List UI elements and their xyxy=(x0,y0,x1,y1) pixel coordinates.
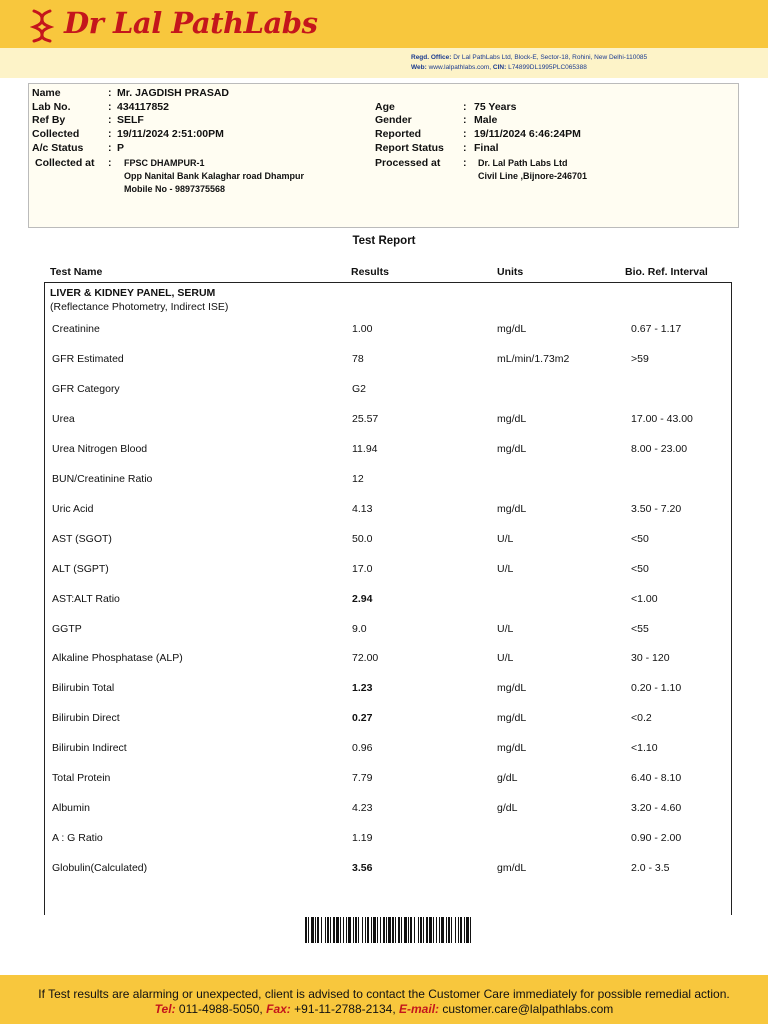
ref-interval: 30 - 120 xyxy=(631,652,670,665)
ref-interval: <50 xyxy=(631,532,649,545)
table-row xyxy=(0,323,768,339)
unit-value: mg/dL xyxy=(497,682,527,695)
refby-label: Ref By xyxy=(32,114,66,126)
result-value: 0.27 xyxy=(352,712,373,725)
header-bar xyxy=(0,0,768,48)
colon: : xyxy=(463,101,467,113)
table-row xyxy=(0,682,768,698)
result-value: 25.57 xyxy=(352,412,379,425)
test-name: GGTP xyxy=(52,622,82,635)
reportstatus-label: Report Status xyxy=(375,142,444,154)
result-value: 1.23 xyxy=(352,682,373,695)
result-value: 50.0 xyxy=(352,532,373,545)
refby-value: SELF xyxy=(117,114,144,126)
test-name: Urea Nitrogen Blood xyxy=(52,442,148,455)
email-value: customer.care@lalpathlabs.com xyxy=(442,1002,614,1016)
processedat-line2: Civil Line ,Bijnore-246701 xyxy=(478,171,588,181)
web-text: www.lalpathlabs.com, xyxy=(428,64,492,71)
ref-interval: <1.10 xyxy=(631,742,658,755)
office-info-bar xyxy=(0,48,768,78)
cin-text: L74899DL1995PLC065388 xyxy=(508,64,587,71)
footer-advice: If Test results are alarming or unexpected, client is advised to contact the Customer Care immediately for possible remedial action. xyxy=(38,987,730,1001)
age-value: 75 Years xyxy=(474,101,517,113)
unit-value: U/L xyxy=(497,532,514,545)
tel-value: 011-4988-5050, xyxy=(178,1002,263,1016)
result-value: 9.0 xyxy=(352,622,367,635)
unit-value: U/L xyxy=(497,562,514,575)
ref-interval: 2.0 - 3.5 xyxy=(631,862,670,875)
gender-label: Gender xyxy=(375,114,412,126)
cin-label: CIN: xyxy=(492,64,507,71)
unit-value: g/dL xyxy=(497,772,518,785)
unit-value: g/dL xyxy=(497,802,518,815)
table-row xyxy=(0,593,768,609)
labno-value: 434117852 xyxy=(117,101,169,113)
result-value: 4.23 xyxy=(352,802,373,815)
tel-label: Tel: xyxy=(154,1002,176,1016)
panel-method: (Reflectance Photometry, Indirect ISE) xyxy=(50,301,229,313)
result-value: 3.56 xyxy=(352,862,373,875)
ref-interval: 8.00 - 23.00 xyxy=(631,442,688,455)
name-label: Name xyxy=(32,87,61,99)
ref-interval: <1.00 xyxy=(631,592,658,605)
processedat-line1: Dr. Lal Path Labs Ltd xyxy=(478,158,568,168)
result-value: G2 xyxy=(352,382,367,395)
table-row xyxy=(0,383,768,399)
header-results: Results xyxy=(351,266,389,278)
age-label: Age xyxy=(375,101,395,113)
dna-logo-icon xyxy=(30,9,54,43)
ref-interval: 0.67 - 1.17 xyxy=(631,323,682,335)
name-value: Mr. JAGDISH PRASAD xyxy=(117,87,230,99)
collected-value: 19/11/2024 2:51:00PM xyxy=(117,128,224,140)
table-row xyxy=(0,772,768,788)
table-row xyxy=(0,832,768,848)
table-row xyxy=(0,862,768,878)
barcode-image xyxy=(305,917,473,943)
unit-value: U/L xyxy=(497,652,514,665)
gender-value: Male xyxy=(474,114,498,126)
result-value: 1.19 xyxy=(352,832,373,845)
test-name: ALT (SGPT) xyxy=(52,562,109,575)
table-row xyxy=(0,413,768,429)
unit-value: gm/dL xyxy=(497,862,527,875)
test-name: Albumin xyxy=(52,802,90,815)
unit-value: U/L xyxy=(497,622,514,635)
test-name: GFR Estimated xyxy=(52,352,124,365)
unit-value: mg/dL xyxy=(497,442,527,455)
ref-interval: 0.20 - 1.10 xyxy=(631,682,682,695)
regd-text: Dr Lal PathLabs Ltd, Block-E, Sector-18, Rohini, New Delhi-110085 xyxy=(453,54,648,61)
test-name: Globulin(Calculated) xyxy=(52,862,148,875)
test-name: BUN/Creatinine Ratio xyxy=(52,472,153,485)
table-row xyxy=(0,563,768,579)
ref-interval: 6.40 - 8.10 xyxy=(631,772,682,785)
collected-label: Collected xyxy=(32,128,80,140)
test-name: AST (SGOT) xyxy=(52,532,112,545)
labno-label: Lab No. xyxy=(32,101,71,113)
reportstatus-value: Final xyxy=(474,142,499,154)
result-value: 17.0 xyxy=(352,562,373,575)
header-units: Units xyxy=(497,266,524,278)
reported-value: 19/11/2024 6:46:24PM xyxy=(474,128,581,140)
unit-value: mg/dL xyxy=(497,412,527,425)
fax-value: +91-11-2788-2134, xyxy=(294,1002,396,1016)
result-value: 2.94 xyxy=(352,592,373,605)
office-info xyxy=(411,53,647,73)
colon: : xyxy=(463,114,467,126)
test-name: AST:ALT Ratio xyxy=(52,592,120,605)
result-value: 1.00 xyxy=(352,323,373,335)
table-row xyxy=(0,802,768,818)
ref-interval: 3.20 - 4.60 xyxy=(631,802,682,815)
collectedat-line3: Mobile No - 9897375568 xyxy=(124,184,226,194)
panel-title: LIVER & KIDNEY PANEL, SERUM xyxy=(50,287,216,299)
test-name: GFR Category xyxy=(52,382,120,395)
result-value: 72.00 xyxy=(352,652,379,665)
table-row xyxy=(0,712,768,728)
fax-label: Fax: xyxy=(266,1002,291,1016)
result-value: 11.94 xyxy=(352,442,378,455)
header-ref-interval: Bio. Ref. Interval xyxy=(625,266,708,278)
test-name: Urea xyxy=(52,412,75,425)
colon: : xyxy=(463,157,467,169)
header-test-name: Test Name xyxy=(50,266,103,278)
colon: : xyxy=(108,101,112,113)
result-value: 7.79 xyxy=(352,772,373,785)
ref-interval: <0.2 xyxy=(631,712,652,725)
footer-bar xyxy=(0,975,768,1024)
result-value: 4.13 xyxy=(352,502,373,515)
table-row xyxy=(0,443,768,459)
collectedat-line2: Opp Nanital Bank Kalaghar road Dhampur xyxy=(124,171,305,181)
ref-interval: 3.50 - 7.20 xyxy=(631,502,682,515)
reported-label: Reported xyxy=(375,128,422,140)
table-row xyxy=(0,503,768,519)
colon: : xyxy=(108,128,112,140)
result-value: 0.96 xyxy=(352,742,373,755)
report-title: Test Report xyxy=(352,235,416,247)
unit-value: mg/dL xyxy=(497,502,527,515)
table-row xyxy=(0,623,768,639)
test-name: Bilirubin Direct xyxy=(52,712,120,725)
result-value: 78 xyxy=(352,352,364,365)
collectedat-line1: FPSC DHAMPUR-1 xyxy=(124,158,205,168)
regd-label: Regd. Office: xyxy=(411,54,452,61)
table-row xyxy=(0,473,768,489)
footer-contacts xyxy=(0,1002,768,1016)
collectedat-label: Collected at xyxy=(35,157,95,169)
test-name: Bilirubin Indirect xyxy=(52,742,127,755)
test-name: Total Protein xyxy=(52,772,111,785)
unit-value: mg/dL xyxy=(497,742,527,755)
acstatus-value: P xyxy=(117,142,125,154)
processedat-label: Processed at xyxy=(375,157,441,169)
test-name: Uric Acid xyxy=(52,502,94,515)
table-row xyxy=(0,652,768,668)
table-row xyxy=(0,742,768,758)
table-row xyxy=(0,353,768,369)
unit-value: mg/dL xyxy=(497,712,527,725)
test-name: Creatinine xyxy=(52,323,100,335)
table-row xyxy=(0,533,768,549)
unit-value: mL/min/1.73m2 xyxy=(497,352,570,365)
colon: : xyxy=(108,87,112,99)
colon: : xyxy=(463,142,467,154)
test-name: Bilirubin Total xyxy=(52,682,115,695)
test-name: Alkaline Phosphatase (ALP) xyxy=(52,652,183,665)
acstatus-label: A/c Status xyxy=(32,142,84,154)
ref-interval: >59 xyxy=(631,352,649,365)
colon: : xyxy=(108,157,112,169)
web-label: Web: xyxy=(411,64,427,71)
ref-interval: 0.90 - 2.00 xyxy=(631,832,682,845)
ref-interval: <55 xyxy=(631,622,649,635)
email-label: E-mail: xyxy=(399,1002,440,1016)
test-name: A : G Ratio xyxy=(52,832,103,845)
colon: : xyxy=(108,142,112,154)
unit-value: mg/dL xyxy=(497,323,527,335)
result-value: 12 xyxy=(352,472,364,485)
colon: : xyxy=(108,114,112,126)
ref-interval: 17.00 - 43.00 xyxy=(631,412,693,425)
brand-logo-text: Dr Lal PathLabs xyxy=(64,6,318,40)
ref-interval: <50 xyxy=(631,562,649,575)
colon: : xyxy=(463,128,467,140)
